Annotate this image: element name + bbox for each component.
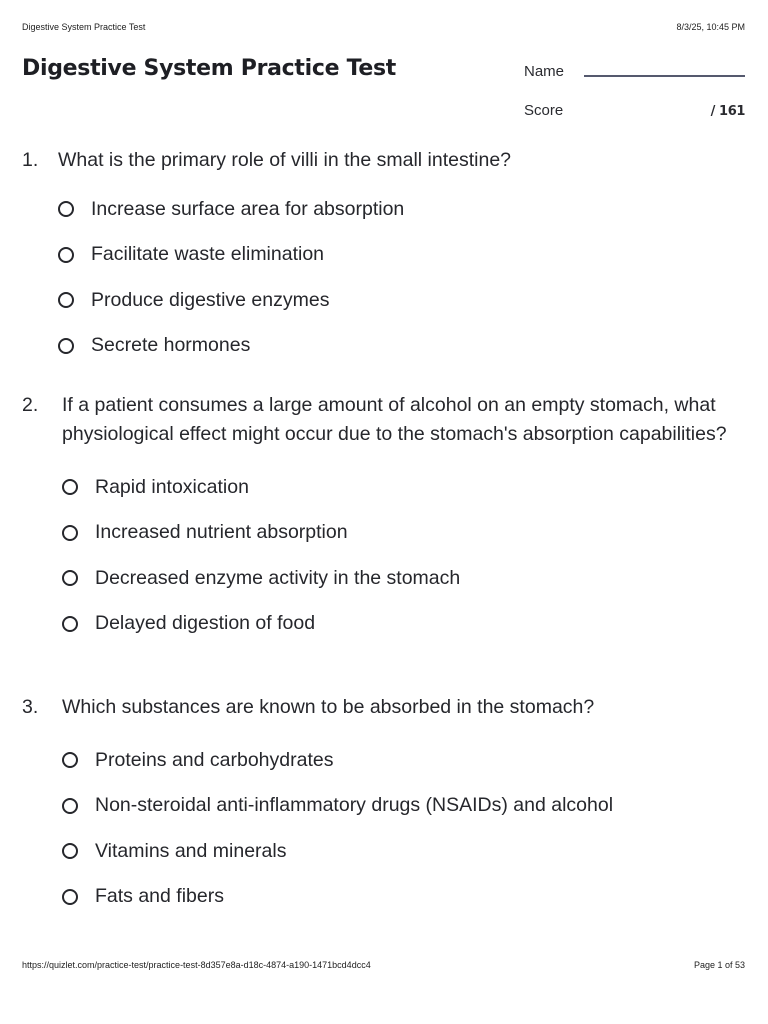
print-footer xyxy=(22,960,745,970)
print-header-title: Digestive System Practice Test xyxy=(22,22,146,32)
question-3 xyxy=(22,693,745,929)
question-1 xyxy=(22,146,745,378)
question-prompt xyxy=(22,391,745,449)
answer-option-label: Produce digestive enzymes xyxy=(91,288,330,311)
radio-button-icon[interactable] xyxy=(62,616,78,632)
radio-button-icon[interactable] xyxy=(58,338,74,354)
radio-button-icon[interactable] xyxy=(62,570,78,586)
page-title: Digestive System Practice Test xyxy=(22,56,397,81)
answer-option[interactable] xyxy=(62,793,745,819)
answer-option[interactable] xyxy=(58,333,745,359)
question-text: What is the primary role of villi in the small intestine? xyxy=(58,149,512,171)
radio-button-icon[interactable] xyxy=(62,479,78,495)
question-number: 2. xyxy=(22,394,39,416)
question-2 xyxy=(22,391,745,656)
answer-option-label: Increase surface area for absorption xyxy=(91,197,405,220)
answer-option[interactable] xyxy=(62,747,745,773)
radio-button-icon[interactable] xyxy=(58,247,74,263)
answer-option-label: Increased nutrient absorption xyxy=(95,521,348,543)
answer-option-label: Proteins and carbohydrates xyxy=(95,748,334,771)
radio-button-icon[interactable] xyxy=(58,292,74,308)
score-total: / 161 xyxy=(710,104,745,119)
answer-option[interactable] xyxy=(62,838,745,864)
question-text: If a patient consumes a large amount of alcohol on an empty stomach, what physiological effect might occur due to the stomach's absorption capabilities? xyxy=(62,394,727,445)
answer-option-label: Rapid intoxication xyxy=(95,475,249,498)
answer-option-label: Non-steroidal anti-inflammatory drugs (NSAIDs) and alcohol xyxy=(95,794,614,816)
answer-options xyxy=(58,196,745,359)
radio-button-icon[interactable] xyxy=(58,201,74,217)
print-header-datetime: 8/3/25, 10:45 PM xyxy=(676,22,745,32)
answer-option[interactable] xyxy=(58,242,745,268)
radio-button-icon[interactable] xyxy=(62,798,78,814)
answer-option[interactable] xyxy=(62,520,745,546)
print-header xyxy=(22,22,745,32)
answer-options xyxy=(62,474,745,637)
name-row xyxy=(524,58,745,80)
question-prompt xyxy=(22,146,745,175)
answer-option-label: Decreased enzyme activity in the stomach xyxy=(95,566,461,589)
radio-button-icon[interactable] xyxy=(62,752,78,768)
answer-option-label: Delayed digestion of food xyxy=(95,612,316,634)
question-number: 3. xyxy=(22,696,39,718)
name-label: Name xyxy=(524,63,565,80)
name-field[interactable] xyxy=(584,75,745,77)
answer-option-label: Secrete hormones xyxy=(91,334,251,356)
question-prompt xyxy=(22,693,745,722)
answer-options xyxy=(62,747,745,910)
radio-button-icon[interactable] xyxy=(62,525,78,541)
question-number: 1. xyxy=(22,149,39,171)
answer-option[interactable] xyxy=(58,287,745,313)
answer-option[interactable] xyxy=(58,196,745,222)
answer-option[interactable] xyxy=(62,884,745,910)
radio-button-icon[interactable] xyxy=(62,843,78,859)
answer-option[interactable] xyxy=(62,474,745,500)
radio-button-icon[interactable] xyxy=(62,889,78,905)
answer-option[interactable] xyxy=(62,565,745,591)
answer-option-label: Facilitate waste elimination xyxy=(91,243,325,265)
print-footer-url: https://quizlet.com/practice-test/practice-test-8d357e8a-d18c-4874-a190-1471bcd4dcc4 xyxy=(22,960,371,970)
score-row xyxy=(524,97,745,119)
question-text: Which substances are known to be absorbed in the stomach? xyxy=(62,696,595,718)
score-label: Score xyxy=(524,102,564,119)
answer-option[interactable] xyxy=(62,611,745,637)
answer-option-label: Vitamins and minerals xyxy=(95,839,287,862)
score-card xyxy=(524,58,745,119)
page-indicator: Page 1 of 53 xyxy=(693,960,745,970)
answer-option-label: Fats and fibers xyxy=(95,885,224,907)
